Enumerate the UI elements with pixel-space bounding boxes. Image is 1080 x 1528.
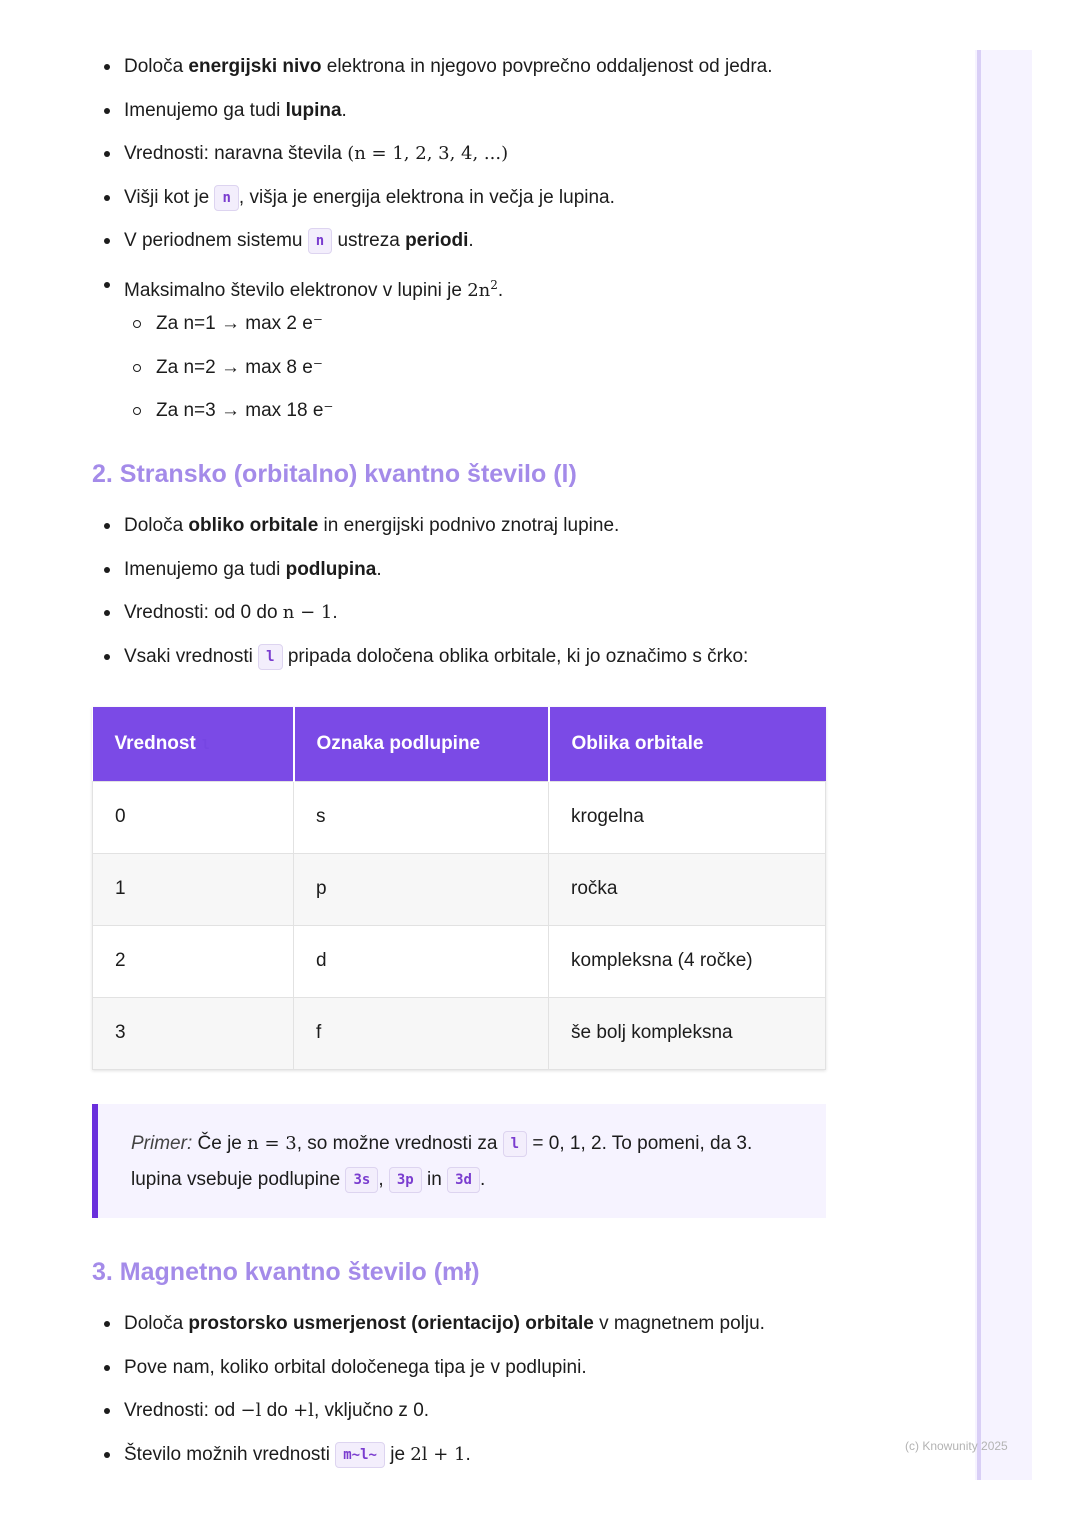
math-expression: $2n^2$ xyxy=(467,277,498,301)
table-cell: še bolj kompleksna xyxy=(549,997,826,1069)
column-header: Vrednost l xyxy=(93,707,294,781)
list-item: Vrednosti: naravna števila (n = 1, 2, 3, 4, ...) xyxy=(98,141,858,167)
list-item: Maksimalno število elektronov v lupini je $2n^2$. Za n=1 → max 2 e⁻ Za n=2 → max 8 e⁻ Za n=3 → max 18 e⁻ xyxy=(98,272,858,424)
inline-code: l xyxy=(201,737,210,753)
principal-number-list xyxy=(98,54,858,442)
magnetic-number-list xyxy=(98,1311,858,1485)
inline-code: n xyxy=(308,228,332,254)
azimuthal-number-list xyxy=(98,513,858,687)
side-margin-strip xyxy=(975,50,1032,1480)
table-cell: 2 xyxy=(93,925,294,997)
list-item: Imenujemo ga tudi podlupina. xyxy=(98,557,858,583)
callout-label: Primer: xyxy=(131,1133,193,1154)
column-header: Oblika orbitale xyxy=(549,707,826,781)
sub-list-item: Za n=1 → max 2 e⁻ xyxy=(124,311,858,337)
table-cell: s xyxy=(294,781,549,853)
sub-list xyxy=(124,311,858,424)
table-cell: kompleksna (4 ročke) xyxy=(549,925,826,997)
inline-code: m~l~ xyxy=(335,1442,385,1468)
margin-rule xyxy=(977,50,981,1480)
list-item: Imenujemo ga tudi lupina. xyxy=(98,98,858,124)
table-cell: 3 xyxy=(93,997,294,1069)
table-cell: ročka xyxy=(549,853,826,925)
table-cell: 1 xyxy=(93,853,294,925)
subshell-table xyxy=(92,707,826,1070)
callout-line-1: Primer: Če je n = 3, so možne vrednosti za l = 0, 1, 2. To pomeni, da 3. xyxy=(131,1126,826,1162)
inline-code: 3s xyxy=(345,1167,378,1193)
table-row xyxy=(93,997,826,1069)
inline-code: 3p xyxy=(389,1167,422,1193)
section-heading: 3. Magnetno kvantno število (mł) xyxy=(92,1258,480,1286)
table-cell: p xyxy=(294,853,549,925)
math-expression: +l xyxy=(293,1400,314,1422)
list-item: Pove nam, koliko orbital določenega tipa je v podlupini. xyxy=(98,1355,858,1381)
example-callout xyxy=(92,1104,826,1218)
list-item: Določa obliko orbitale in energijski podnivo znotraj lupine. xyxy=(98,513,858,539)
table-cell: d xyxy=(294,925,549,997)
math-expression: −l xyxy=(240,1400,262,1422)
table-header-row xyxy=(93,707,826,781)
table-row xyxy=(93,781,826,853)
math-expression: (n = 1, 2, 3, 4, ...) xyxy=(347,143,509,165)
list-item: V periodnem sistemu n ustreza periodi. xyxy=(98,228,858,254)
inline-code: l xyxy=(258,644,282,670)
sub-list-item: Za n=2 → max 8 e⁻ xyxy=(124,355,858,381)
list-item: Določa energijski nivo elektrona in njegovo povprečno oddaljenost od jedra. xyxy=(98,54,858,80)
column-header: Oznaka podlupine xyxy=(294,707,549,781)
list-item: Vrednosti: od 0 do n − 1. xyxy=(98,600,858,626)
math-expression: n − 1 xyxy=(282,602,333,624)
list-item: Določa prostorsko usmerjenost (orientacijo) orbitale v magnetnem polju. xyxy=(98,1311,858,1337)
copyright-notice: (c) Knowunity 2025 xyxy=(905,1439,1008,1453)
math-expression: 2l + 1 xyxy=(410,1443,466,1465)
inline-code: n xyxy=(214,185,238,211)
table-cell: f xyxy=(294,997,549,1069)
table-cell: krogelna xyxy=(549,781,826,853)
table-row xyxy=(93,853,826,925)
section-heading: 2. Stransko (orbitalno) kvantno število (l) xyxy=(92,460,577,488)
table-row xyxy=(93,925,826,997)
list-item: Število možnih vrednosti m~l~ je 2l + 1. xyxy=(98,1442,858,1468)
list-item: Vsaki vrednosti l pripada določena oblika orbitale, ki jo označimo s črko: xyxy=(98,644,858,670)
inline-code: l xyxy=(503,1131,527,1157)
math-expression: n = 3 xyxy=(247,1133,297,1154)
sub-list-item: Za n=3 → max 18 e⁻ xyxy=(124,398,858,424)
list-item: Višji kot je n , višja je energija elektrona in večja je lupina. xyxy=(98,185,858,211)
list-item: Vrednosti: od −l do +l, vključno z 0. xyxy=(98,1398,858,1424)
callout-line-2: lupina vsebuje podlupine 3s , 3p in 3d . xyxy=(131,1162,826,1198)
table-cell: 0 xyxy=(93,781,294,853)
inline-code: 3d xyxy=(447,1167,480,1193)
